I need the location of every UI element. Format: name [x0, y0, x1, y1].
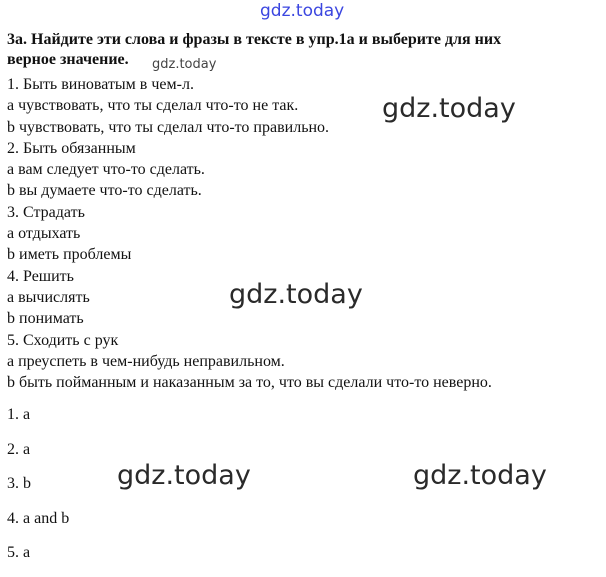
question-4-title: 4. Решить: [7, 267, 74, 285]
watermark-large-3: gdz.today: [117, 460, 251, 491]
question-5-option-a: a преуспеть в чем-нибудь неправильном.: [7, 352, 285, 370]
answer-1: 1. a: [7, 406, 31, 423]
question-5-title: 5. Сходить с рук: [7, 331, 119, 349]
watermark-large-4: gdz.today: [413, 460, 547, 491]
heading-line-2: верное значение.: [7, 51, 129, 68]
answer-list: [7, 404, 69, 577]
answer-3: 3. b: [7, 475, 31, 492]
question-4-option-b: b понимать: [7, 310, 84, 328]
watermark-small: gdz.today: [152, 57, 217, 72]
question-1-option-b: b чувствовать, что ты сделал что-то правильно.: [7, 118, 330, 136]
watermark-top: gdz.today: [260, 1, 345, 21]
question-3-title: 3. Страдать: [7, 203, 85, 221]
watermark-large-1: gdz.today: [382, 93, 516, 124]
question-5-option-b: b быть пойманным и наказанным за то, что вы сделали что-то неверно.: [7, 374, 492, 392]
heading-line-1: 3a. Найдите эти слова и фразы в тексте в упр.1a и выберите для них: [7, 31, 502, 48]
answer-2: 2. a: [7, 440, 31, 458]
question-4-option-a: a вычислять: [7, 288, 90, 306]
question-3-option-b: b иметь проблемы: [7, 246, 132, 264]
question-3-option-a: a отдыхать: [7, 225, 81, 243]
answer-5: 5. a: [7, 544, 31, 561]
question-1-option-a: a чувствовать, что ты сделал что-то не так.: [7, 97, 299, 115]
question-2-option-a: a вам следует что-то сделать.: [7, 161, 205, 179]
question-2-title: 2. Быть обязанным: [7, 139, 136, 157]
question-1-title: 1. Быть виноватым в чем-л.: [7, 76, 194, 93]
question-2-option-b: b вы думаете что-то сделать.: [7, 182, 202, 200]
watermark-large-2: gdz.today: [229, 279, 363, 310]
answer-4: 4. a and b: [7, 509, 70, 527]
exercise-heading: [7, 30, 597, 70]
